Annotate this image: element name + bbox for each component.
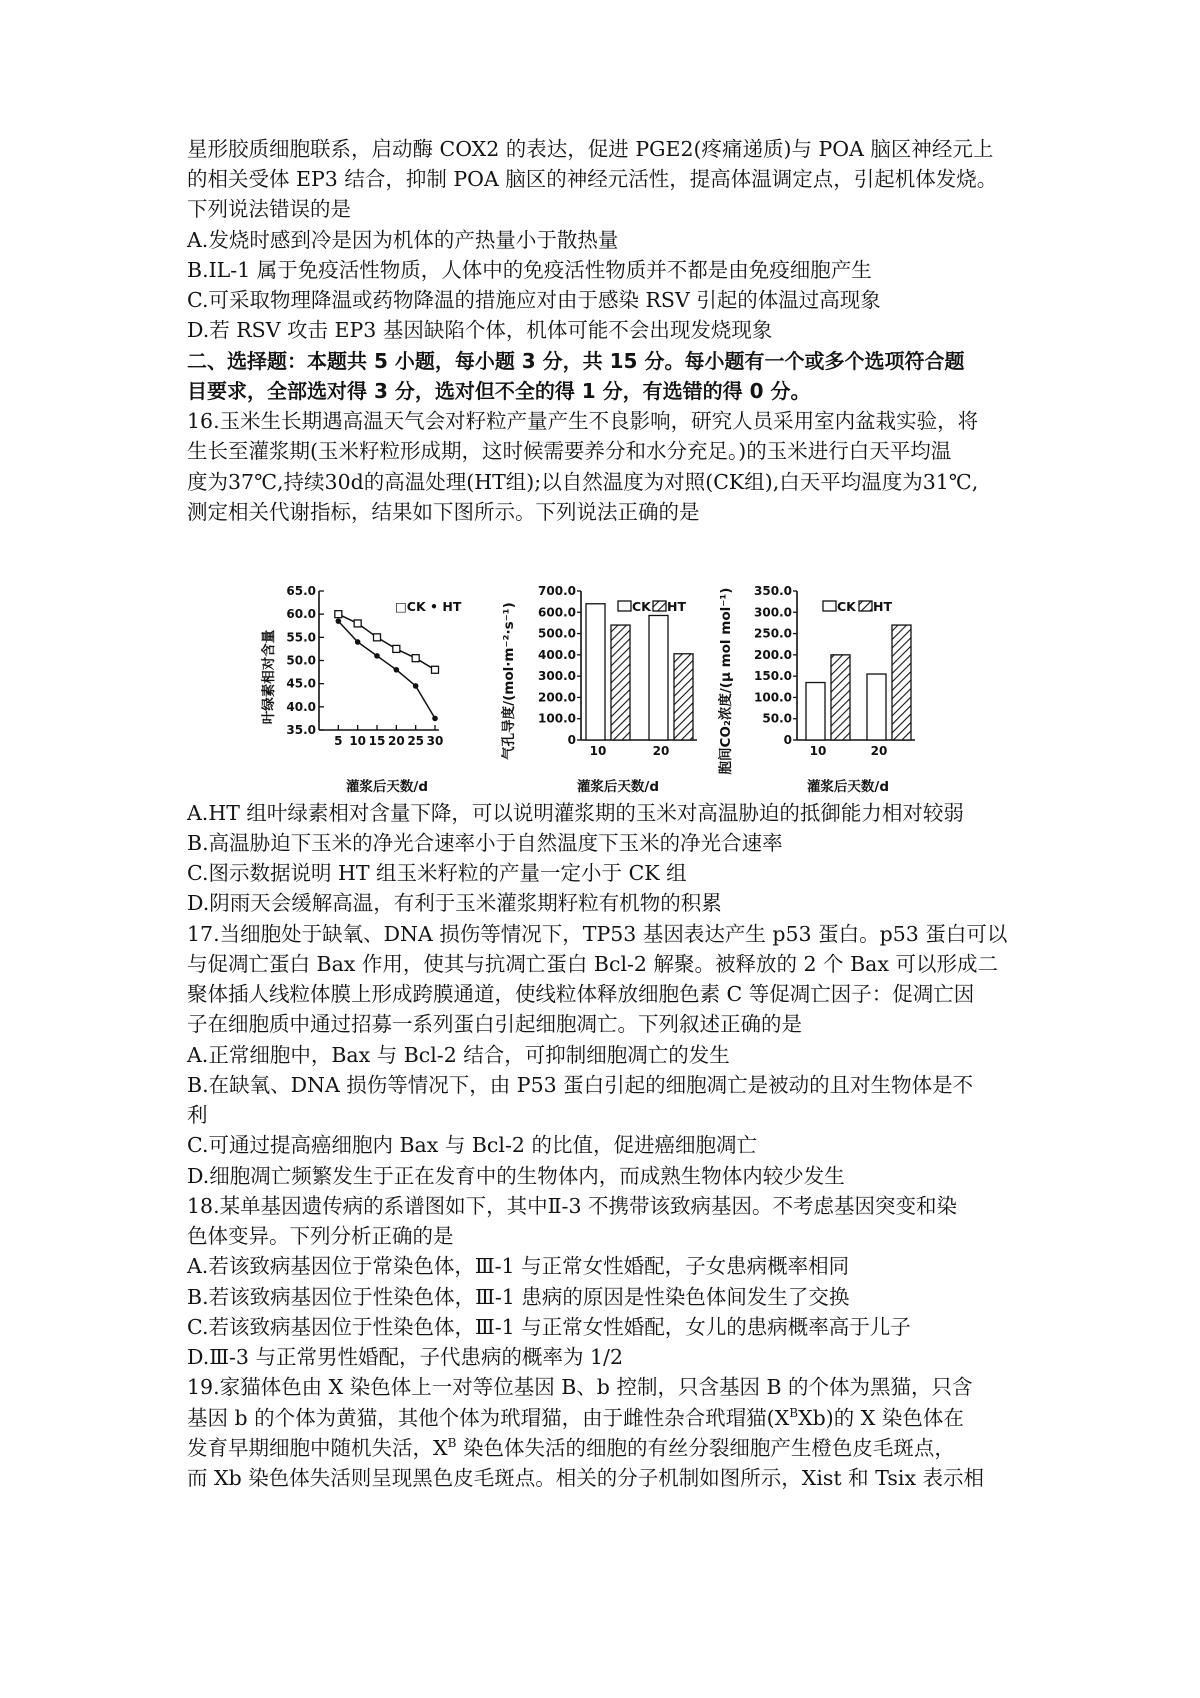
chart3-ytick-label: 200.0 <box>754 647 792 662</box>
text-line: 星形胶质细胞联系，启动酶 COX2 的表达，促进 PGE2(疼痛递质)与 POA 脑区神经元上 <box>187 137 994 161</box>
chart1-legend: □CK • HT <box>395 599 462 614</box>
chart1-point-ck <box>374 634 381 641</box>
option-b: B.IL-1 属于免疫活性物质，人体中的免疫活性物质并不都是由免疫细胞产生 <box>187 258 872 282</box>
chart1-point-ck <box>432 666 439 673</box>
legend-ht-swatch <box>653 601 666 611</box>
chart3-ytick-label: 50.0 <box>762 711 792 726</box>
text-segment: Xb)的 X 染色体在 <box>798 1406 964 1430</box>
option-a: A.发烧时感到冷是因为机体的产热量小于散热量 <box>187 228 619 252</box>
chart3-xtick-label: 10 <box>809 744 827 758</box>
option-d: D.阴雨天会缓解高温，有利于玉米灌浆期籽粒有机物的积累 <box>187 891 722 915</box>
chlorophyll-chart <box>260 584 462 795</box>
text-line: 子在细胞质中通过招募一系列蛋白引起细胞凋亡。下列叙述正确的是 <box>187 1012 802 1036</box>
legend-ht-label: HT <box>873 599 892 614</box>
text-line: 利 <box>187 1103 208 1127</box>
chart2-bar-HT-20 <box>674 654 693 740</box>
chart1-xtick-label: 5 <box>334 734 343 748</box>
chart3-ytick-label: 0 <box>783 733 792 747</box>
chart3-ylabel: 胞间CO₂浓度/(μ mol mol⁻¹) <box>718 587 734 775</box>
chart2-bar-CK-20 <box>649 615 668 740</box>
chart1-point-ht <box>374 653 380 659</box>
option-c: C.可采取物理降温或药物降温的措施应对由于感染 RSV 引起的体温过高现象 <box>187 288 881 312</box>
text-line: 测定相关代谢指标，结果如下图所示。下列说法正确的是 <box>187 500 700 524</box>
text-line: 而 Xb 染色体失活则呈现黑色皮毛斑点。相关的分子机制如图所示，Xist 和 Tsix 表示相 <box>187 1466 985 1490</box>
co2-chart <box>717 584 915 795</box>
chart1-point-ck <box>393 645 400 652</box>
option-a: A.HT 组叶绿素相对含量下降，可以说明灌浆期的玉米对高温胁迫的抵御能力相对较弱 <box>187 801 964 825</box>
chart2-ytick-label: 300.0 <box>538 669 576 684</box>
chart3-ytick-label: 100.0 <box>754 690 792 705</box>
text-line: 色体变异。下列分析正确的是 <box>187 1224 454 1248</box>
chart2-ytick-label: 0 <box>567 733 576 747</box>
chart1-ytick-label: 35.0 <box>286 723 316 737</box>
text-line: 度为37℃,持续30d的高温处理(HT组);以自然温度为对照(CK组),白天平均温度为31℃, <box>187 470 979 494</box>
chart2-xtick-label: 20 <box>652 744 670 758</box>
chart1-point-ht <box>394 667 400 673</box>
text-segment: 基因 b 的个体为黄猫，其他个体为玳瑁猫，由于雌性杂合玳瑁猫(X <box>187 1406 790 1430</box>
chart1-point-ck <box>354 620 361 627</box>
chart1-xtick-label: 20 <box>387 734 405 748</box>
chart3-xtick-label: 20 <box>870 744 888 758</box>
chart1-series-HT-line <box>338 621 435 718</box>
text-line: 聚体插人线粒体膜上形成跨膜通道，使线粒体释放细胞色素 C 等促凋亡因子：促凋亡因 <box>187 982 975 1006</box>
chart1-ylabel: 叶绿素相对含量 <box>261 629 277 725</box>
chart2-xlabel: 灌浆后天数/d <box>576 779 660 795</box>
legend-ht-label: HT <box>667 599 686 614</box>
stomatal-chart <box>500 584 697 795</box>
chart1-ytick-label: 45.0 <box>286 676 316 691</box>
chart3-ytick-label: 150.0 <box>754 669 792 684</box>
superscript: B <box>447 1436 457 1451</box>
chart2-ytick-label: 100.0 <box>538 711 576 726</box>
chart1-point-ht <box>413 683 419 689</box>
chart1-ytick-label: 55.0 <box>286 630 316 645</box>
chart1-xtick-label: 10 <box>349 734 367 748</box>
chart1-point-ck <box>335 611 342 618</box>
legend-ck-label: CK <box>837 599 856 614</box>
chart3-bar-HT-10 <box>831 655 850 740</box>
text-line: 与促凋亡蛋白 Bax 作用，使其与抗凋亡蛋白 Bcl-2 解聚。被释放的 2 个 Bax 可以形成二 <box>187 952 998 976</box>
chart1-xtick-label: 25 <box>407 734 425 748</box>
chart1-series-CK-line <box>338 614 435 670</box>
section-heading: 目要求，全部选对得 3 分，选对但不全的得 1 分，有选错的得 0 分。 <box>187 379 811 403</box>
legend-ck-swatch <box>823 601 836 611</box>
text-line <box>187 1402 1067 1434</box>
chart2-ytick-label: 400.0 <box>538 647 576 662</box>
chart1-ytick-label: 50.0 <box>286 653 316 668</box>
section-heading: 二、选择题：本题共 5 小题，每小题 3 分，共 15 分。每小题有一个或多个选项符合题 <box>187 349 965 373</box>
chart2-ytick-label: 600.0 <box>538 605 576 620</box>
chart1-point-ck <box>412 655 419 662</box>
chart2-ytick-label: 700.0 <box>538 584 576 598</box>
superscript: B <box>789 1406 799 1421</box>
option-a: A.正常细胞中，Bax 与 Bcl-2 结合，可抑制细胞凋亡的发生 <box>187 1043 730 1067</box>
legend-ht-swatch <box>859 601 872 611</box>
option-a: A.若该致病基因位于常染色体，Ⅲ-1 与正常女性婚配，子女患病概率相同 <box>187 1254 850 1278</box>
question-18: 18.某单基因遗传病的系谱图如下，其中Ⅱ-3 不携带该致病基因。不考虑基因突变和染 <box>187 1194 958 1218</box>
question-19: 19.家猫体色由 X 染色体上一对等位基因 B、b 控制，只含基因 B 的个体为黑猫，只含 <box>187 1375 973 1399</box>
chart3-legend <box>823 599 892 614</box>
option-b: B.若该致病基因位于性染色体，Ⅲ-1 患病的原因是性染色体间发生了交换 <box>187 1285 850 1309</box>
chart1-ytick-label: 60.0 <box>286 607 316 622</box>
chart1-xtick-label: 30 <box>426 734 444 748</box>
chart1-ytick-label: 65.0 <box>286 584 316 598</box>
text-line: 生长至灌浆期(玉米籽粒形成期，这时候需要养分和水分充足。)的玉米进行白天平均温 <box>187 439 952 463</box>
charts-svg <box>261 577 975 795</box>
chart3-bar-CK-20 <box>867 674 886 740</box>
chart2-bar-CK-10 <box>586 604 605 740</box>
option-d: D.细胞凋亡频繁发生于正在发育中的生物体内，而成熟生物体内较少发生 <box>187 1164 845 1188</box>
chart3-ytick-label: 300.0 <box>754 605 792 620</box>
chart3-bar-HT-20 <box>892 625 911 740</box>
chart1-xlabel: 灌浆后天数/d <box>345 779 429 795</box>
figure-charts <box>261 577 975 795</box>
legend-ck-swatch <box>618 601 631 611</box>
chart3-ytick-label: 250.0 <box>754 626 792 641</box>
option-d: D.Ⅲ-3 与正常男性婚配，子代患病的概率为 1/2 <box>187 1345 623 1369</box>
chart3-xlabel: 灌浆后天数/d <box>806 779 890 795</box>
question-17: 17.当细胞处于缺氧、DNA 损伤等情况下，TP53 基因表达产生 p53 蛋白。p53 蛋白可以 <box>187 922 1008 946</box>
chart3-ytick-label: 350.0 <box>754 584 792 598</box>
text-line: 下列说法错误的是 <box>187 197 351 221</box>
option-b: B.在缺氧、DNA 损伤等情况下，由 P53 蛋白引起的细胞凋亡是被动的且对生物体是不 <box>187 1073 974 1097</box>
chart1-point-ht <box>432 716 438 722</box>
chart3-bar-CK-10 <box>806 683 825 740</box>
chart1-point-ht <box>355 639 361 645</box>
question-16: 16.玉米生长期遇高温天气会对籽粒产量产生不良影响，研究人员采用室内盆栽实验，将 <box>187 409 979 433</box>
chart1-xtick-label: 15 <box>368 734 386 748</box>
option-c: C.图示数据说明 HT 组玉米籽粒的产量一定小于 CK 组 <box>187 861 687 885</box>
option-b: B.高温胁迫下玉米的净光合速率小于自然温度下玉米的净光合速率 <box>187 831 783 855</box>
chart2-ytick-label: 200.0 <box>538 690 576 705</box>
chart2-ytick-label: 500.0 <box>538 626 576 641</box>
text-line <box>187 1432 1067 1464</box>
text-line: 的相关受体 EP3 结合，抑制 POA 脑区的神经元活性，提高体温调定点，引起机体发烧。 <box>187 167 998 191</box>
chart2-legend <box>618 599 686 614</box>
legend-ck-label: CK <box>632 599 651 614</box>
chart1-ytick-label: 40.0 <box>286 699 316 714</box>
option-c: C.可通过提高癌细胞内 Bax 与 Bcl-2 的比值，促进癌细胞凋亡 <box>187 1133 757 1157</box>
chart1-point-ht <box>336 618 342 624</box>
chart2-ylabel: 气孔导度/(mol·m⁻²·s⁻¹) <box>501 602 517 760</box>
text-segment: 染色体失活的细胞的有丝分裂细胞产生橙色皮毛斑点， <box>456 1436 955 1460</box>
chart2-bar-HT-10 <box>611 625 630 740</box>
text-segment: 发育早期细胞中随机失活，X <box>187 1436 448 1460</box>
option-c: C.若该致病基因位于性染色体，Ⅲ-1 与正常女性婚配，女儿的患病概率高于儿子 <box>187 1315 911 1339</box>
chart2-xtick-label: 10 <box>589 744 607 758</box>
option-d: D.若 RSV 攻击 EP3 基因缺陷个体，机体可能不会出现发烧现象 <box>187 318 773 342</box>
